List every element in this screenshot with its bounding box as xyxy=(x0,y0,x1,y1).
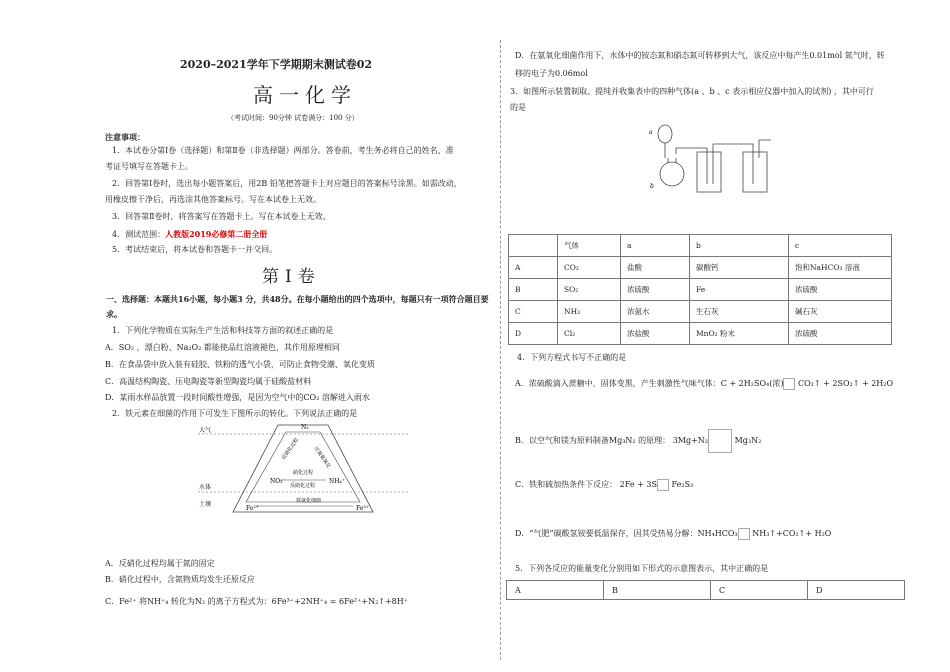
q1-option-b: B．在食品袋中放入装有硅胶、铁粉的透气小袋，可防止食物受潮、氧化变质 xyxy=(105,360,375,369)
label-fe3: Fe³⁺ xyxy=(356,505,369,512)
table-cell: MnO₂ 粉末 xyxy=(690,323,789,345)
q4-option-c xyxy=(515,479,693,491)
q4-option-b-text: B．以空气和镁为原料制备Mg₃N₂ 的原理： 3Mg+N₂ xyxy=(515,436,709,445)
q1-option-a: A．SO₂ ，漂白粉、Na₂O₂ 都能使品红溶液褪色，其作用原理相同 xyxy=(105,343,340,352)
table-cell: a xyxy=(621,235,690,257)
q1-stem: 1．下列化学物质在实际生产生活和科技等方面的叙述正确的是 xyxy=(112,326,334,335)
label-denitrify-2: 反硝化过程 xyxy=(290,483,316,489)
q1-option-d: D．某雨水样品放置一段时间酸性增强，是因为空气中的CO₂ 溶解进入雨水 xyxy=(105,393,370,402)
note-4 xyxy=(112,226,492,243)
q4-option-a-products: CO₂↑ + 2SO₂↑ + 2H₂O xyxy=(798,379,894,388)
q1-option-c: C．高温结构陶瓷、压电陶瓷等新型陶瓷均属于硅酸盐材料 xyxy=(105,377,312,386)
note-2b: 用橡皮擦干净后，再选涂其他答案标号。写在本试卷上无效。 xyxy=(105,195,321,204)
label-no3: NO₃⁻ xyxy=(270,478,286,485)
nitrogen-cycle-diagram xyxy=(198,420,408,518)
table-cell: 气体 xyxy=(558,235,621,257)
q5-option-a: A xyxy=(507,581,604,600)
table-cell: B xyxy=(509,279,558,301)
table-row xyxy=(509,279,892,301)
q4-option-a-text: A．浓硫酸滴入蔗糖中，固体变黑，产生刺激性气味气体：C + 2H₂SO₄(浓) xyxy=(515,379,784,388)
q5-option-b: B xyxy=(604,581,711,600)
table-cell: CO₂ xyxy=(558,257,621,279)
reaction-condition-icon xyxy=(657,479,669,491)
q4-option-c-products: Fe₂S₃ xyxy=(671,480,694,489)
table-cell: 盐酸 xyxy=(621,257,690,279)
note-1a: 1．本试卷分第Ⅰ卷（选择题）和第Ⅱ卷（非选择题）两部分。答卷前，考生务必将自己的姓名、准 xyxy=(112,146,454,155)
reaction-condition-icon xyxy=(738,528,750,540)
q4-option-b-products: Mg₃N₂ xyxy=(734,436,762,445)
test-scope: 人教版2019必修第二册全册 xyxy=(165,229,268,239)
table-cell: c xyxy=(789,235,892,257)
column-divider xyxy=(500,40,501,660)
q4-option-d-products: NH₃↑+CO₂↑+ H₂O xyxy=(752,529,832,538)
q2-option-d-line1: D．在氨氧化细菌作用下，水体中的铵态氮和硝态氮可转移到大气，该反应中每产生0.01mol 氮气时，转 xyxy=(515,51,885,60)
subject-title: 高一化学 xyxy=(253,83,357,107)
q3-stem-line2: 的是 xyxy=(510,103,526,112)
reaction-condition-icon xyxy=(783,378,795,390)
table-cell: 浓硫酸 xyxy=(789,279,892,301)
table-cell: 浓氨水 xyxy=(621,301,690,323)
q5-option-c: C xyxy=(711,581,808,600)
table-cell: b xyxy=(690,235,789,257)
table-cell: Fe xyxy=(690,279,789,301)
volume-title: 第Ⅰ卷 xyxy=(262,267,321,287)
label-nitrify: 硝化过程 xyxy=(293,470,314,476)
apparatus-label-a: a xyxy=(649,129,653,136)
table-row xyxy=(509,323,892,345)
label-anammox: 厌氧氨氧化 xyxy=(312,445,332,470)
note-2a: 2．回答第Ⅰ卷时，选出每小题答案后，用2B 铅笔把答题卡上对应题目的答案标号涂黑。如需改动， xyxy=(112,179,462,188)
note-3: 3．回答第Ⅱ卷时，将答案写在答题卡上。写在本试卷上无效。 xyxy=(112,212,331,221)
q4-option-b xyxy=(515,429,761,453)
table-cell: Cl₂ xyxy=(558,323,621,345)
label-nh4: NH₄⁺ xyxy=(329,478,346,485)
gas-table xyxy=(508,234,892,345)
q3-stem-line1: 3．如图所示装置制取、提纯并收集表中的四种气体(a 、b 、c 表示相应仪器中加入的试剂) ，其中可行 xyxy=(510,87,874,96)
exam-info: （考试时间：90分钟 试卷满分：100 分） xyxy=(227,114,359,122)
q5-stem: 5．下列各反应的能量变化分别用如下形式的示意图表示，其中正确的是 xyxy=(515,564,769,573)
reaction-condition-icon xyxy=(708,429,732,453)
label-air: 大气 xyxy=(199,427,212,434)
q2-option-d-line2: 移的电子为0.06mol xyxy=(515,69,588,78)
q5-option-table xyxy=(506,580,905,600)
table-row xyxy=(509,257,892,279)
table-row xyxy=(509,301,892,323)
note-1b: 考证号填写在答题卡上。 xyxy=(105,162,193,171)
table-cell: D xyxy=(509,323,558,345)
q4-option-c-text: C．铁和硫加热条件下反应： 2Fe + 3S xyxy=(515,480,657,489)
table-cell: 浓盐酸 xyxy=(621,323,690,345)
table-cell: NH₃ xyxy=(558,301,621,323)
q4-stem: 4．下列方程式书写不正确的是 xyxy=(517,353,627,362)
label-water: 水体 xyxy=(199,484,212,491)
table-cell: 浓硫酸 xyxy=(789,323,892,345)
label-soil: 土壤 xyxy=(199,501,212,508)
notes-heading: 注意事项： xyxy=(105,132,145,142)
q5-option-d: D xyxy=(808,581,905,600)
table-cell: C xyxy=(509,301,558,323)
exam-title: 2020–2021学年下学期期末测试卷02 xyxy=(180,58,373,71)
table-cell xyxy=(509,235,558,257)
table-cell: 浓硫酸 xyxy=(621,279,690,301)
table-cell: 碳酸钙 xyxy=(690,257,789,279)
label-denitrify-1: 反硝化过程 xyxy=(280,437,300,462)
note-5: 5．考试结束后，将本试卷和答题卡一并交回。 xyxy=(112,245,278,254)
table-cell: A xyxy=(509,257,558,279)
note-4-prefix: 4．测试范围： xyxy=(112,230,166,239)
q2-stem: 2．铁元素在细菌的作用下可发生下图所示的转化。下列说法正确的是 xyxy=(112,409,358,418)
table-cell: SO₂ xyxy=(558,279,621,301)
q2-option-c: C．Fe²⁺ 将NH⁺₄ 转化为N₂ 的离子方程式为：6Fe³⁺+2NH⁺₄ = 6Fe²⁺+N₂↑+8H⁺ xyxy=(105,597,408,606)
q4-option-d-text: D．“气肥”碳酸氢铵要低温保存，因其受热易分解：NH₄HCO₃ xyxy=(515,529,738,538)
q2-option-b: B．硝化过程中，含氮物质均发生还原反应 xyxy=(105,575,255,584)
table-header-row xyxy=(509,235,892,257)
table-cell: 生石灰 xyxy=(690,301,789,323)
q2-option-a: A．反硝化过程均属于氮的固定 xyxy=(105,559,215,568)
table-cell: 饱和NaHCO₃ 溶液 xyxy=(789,257,892,279)
table-cell: 碱石灰 xyxy=(789,301,892,323)
apparatus-label-b: b xyxy=(650,183,654,190)
gas-apparatus-diagram xyxy=(645,118,775,196)
section-heading: 一、选择题：本题共16小题，每小题3 分，共48分。在每小题给出的四个选项中，每题只有一项符合题目要求。 xyxy=(106,294,489,319)
q4-option-a xyxy=(515,378,893,390)
label-n2: N₂ xyxy=(301,424,309,431)
label-ammonify: 铁氨化细菌 xyxy=(296,498,322,504)
label-fe2: Fe²⁺ xyxy=(246,505,259,512)
q4-option-d xyxy=(515,528,831,540)
